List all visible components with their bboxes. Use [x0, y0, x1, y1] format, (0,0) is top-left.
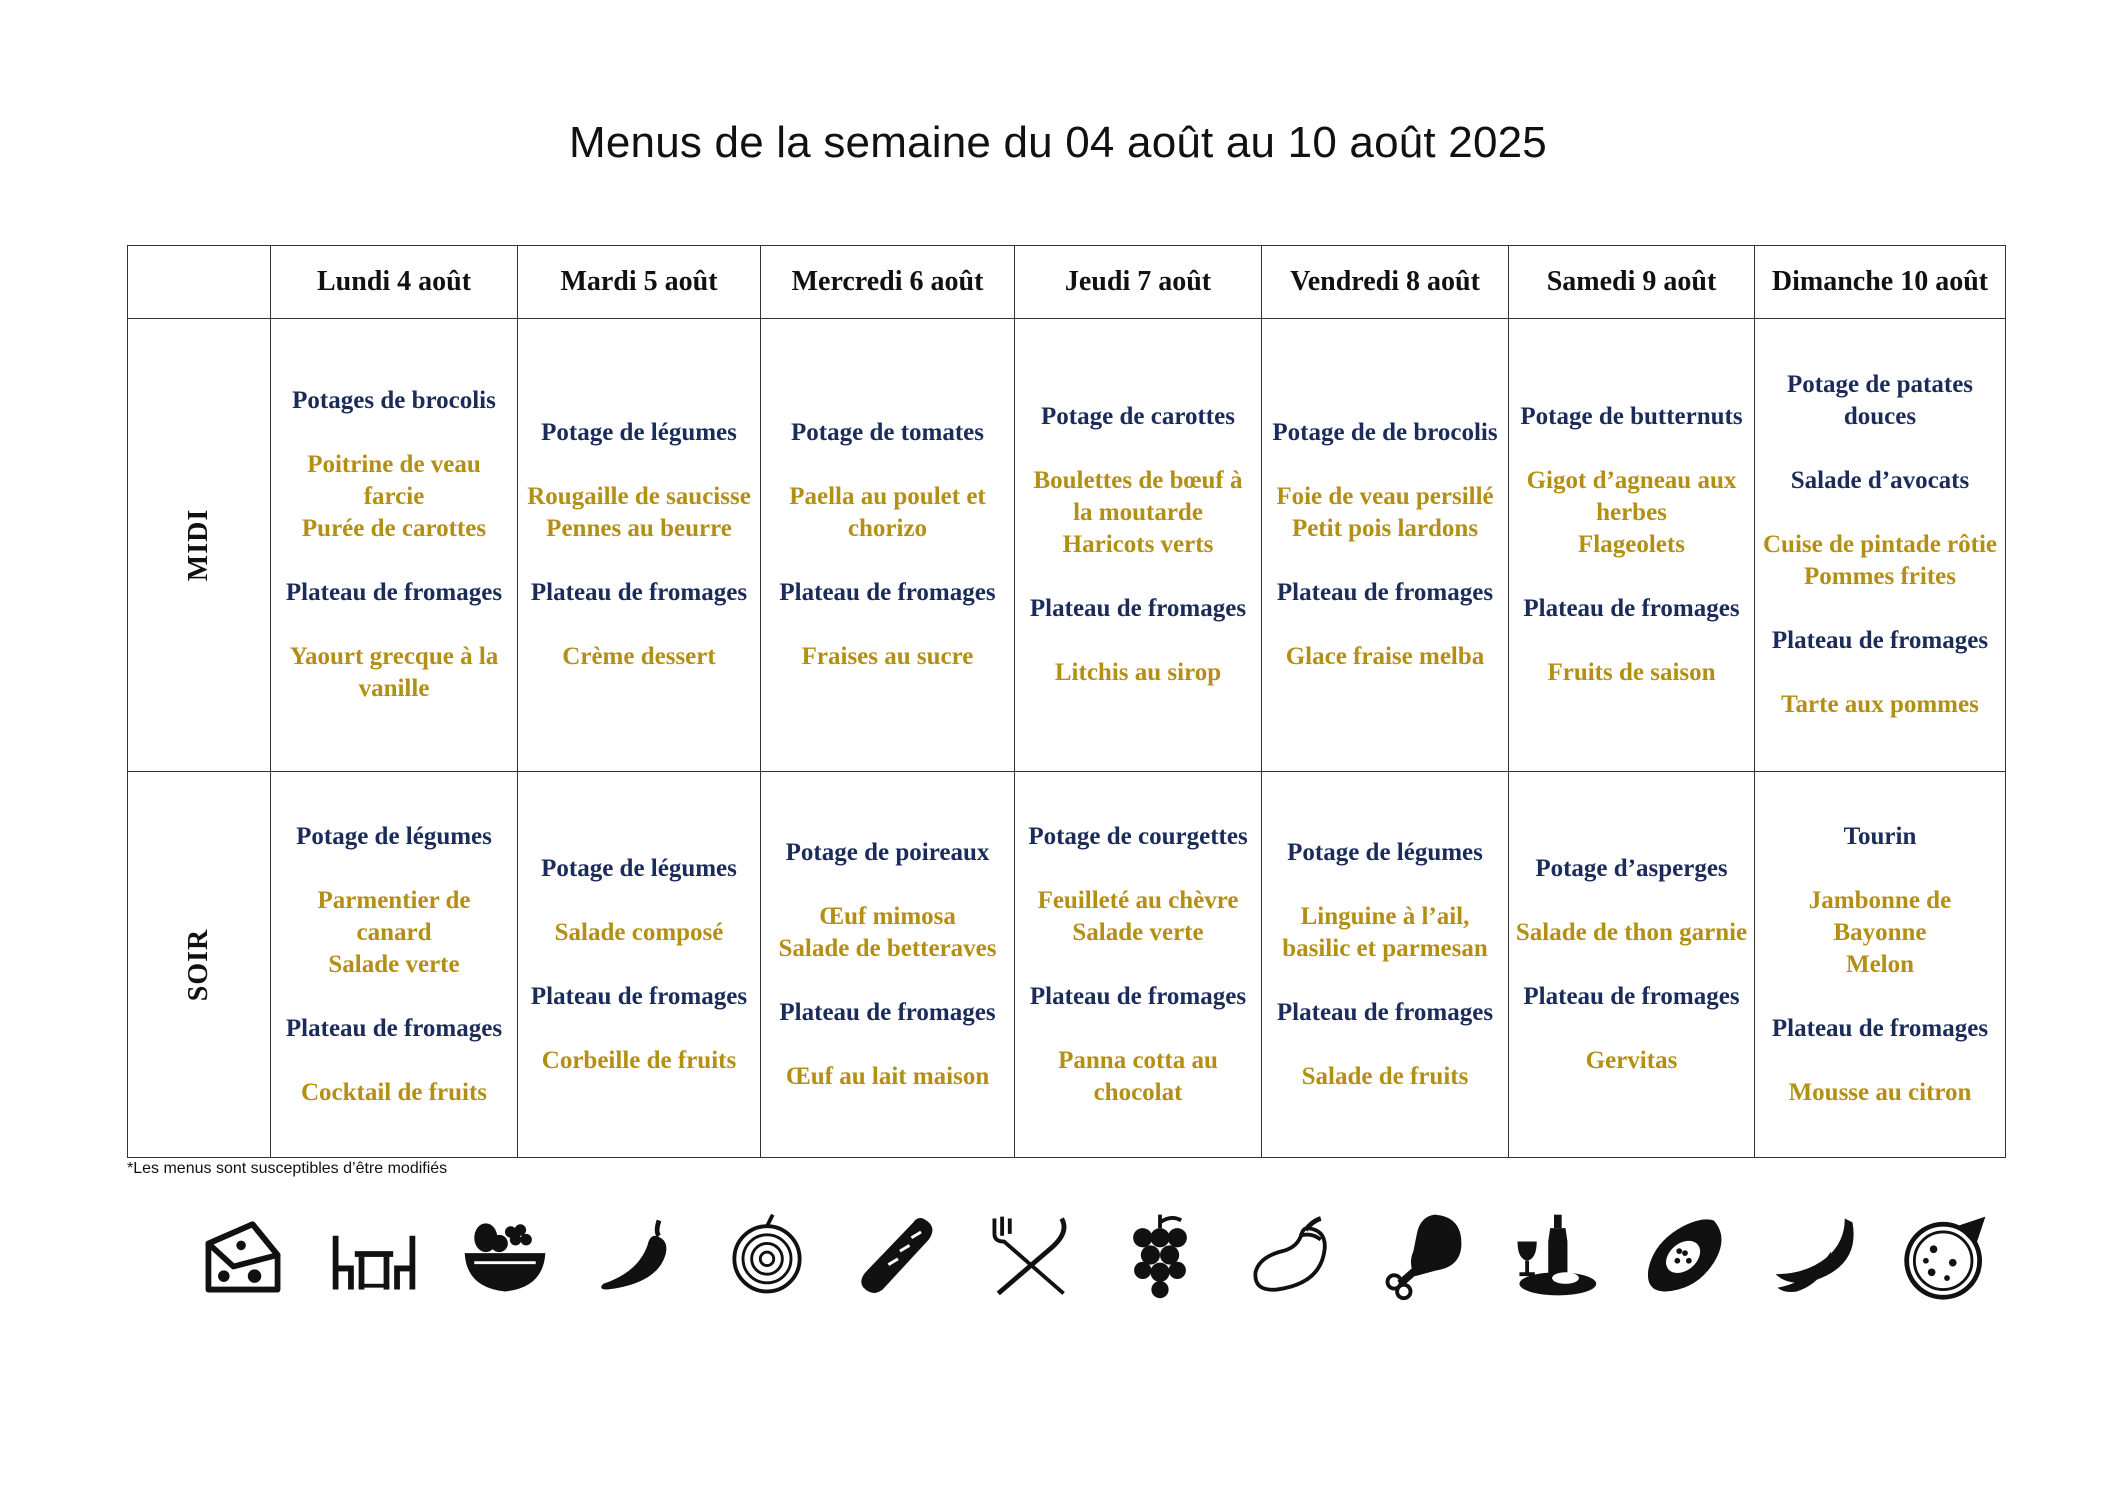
main-course-item	[271, 885, 517, 981]
main-course-item-text: Boulettes de bœuf à la moutarde	[1033, 467, 1243, 526]
cheese-item-text: Plateau de fromages	[1523, 982, 1740, 1010]
main-course-item-text: Salade verte	[328, 950, 460, 978]
dessert-item-text: Fruits de saison	[1547, 659, 1716, 686]
chicken-leg-icon	[1375, 1207, 1471, 1303]
main-course-item-text: Petit pois lardons	[1291, 515, 1479, 542]
weekly-menu-table	[127, 245, 2006, 1158]
main-course-item	[518, 917, 760, 949]
day-header: Mardi 5 août	[518, 246, 761, 319]
cheese-item	[1509, 981, 1754, 1013]
dessert-item	[1509, 657, 1754, 689]
soup-item	[1509, 401, 1754, 433]
soup-item	[1015, 821, 1261, 853]
eggplant-icon	[1244, 1207, 1340, 1303]
cheese-item-text: Plateau de fromages	[285, 579, 503, 606]
soup-item-text: Potage de courgettes	[1028, 822, 1248, 850]
soup-item-text: Tourin	[1843, 822, 1917, 850]
soup-item-text: Potage de légumes	[541, 854, 737, 882]
main-course-item	[761, 901, 1014, 965]
main-course-item-text: Pommes frites	[1803, 563, 1956, 590]
soup-item-text: Potage de butternuts	[1520, 403, 1743, 430]
main-course-item-text: Gigot d’agneau aux herbes	[1526, 467, 1737, 526]
starter-item-text: Salade d’avocats	[1790, 467, 1970, 494]
dessert-item-text: Cocktail de fruits	[300, 1078, 488, 1106]
main-course-item	[761, 481, 1014, 545]
cheese-item-text: Plateau de fromages	[530, 579, 748, 606]
cheese-item	[1262, 997, 1508, 1029]
dessert-item	[271, 641, 517, 705]
dessert-item-text: Crème dessert	[562, 643, 716, 670]
meal-label-soir	[128, 772, 271, 1158]
soup-item-text: Potage de légumes	[296, 822, 492, 850]
main-course-item	[1262, 901, 1508, 965]
main-course-item	[1509, 917, 1754, 949]
main-course-item-text: Parmentier de canard	[317, 886, 471, 946]
cheese-item	[1015, 593, 1261, 625]
main-course-item	[1262, 481, 1508, 545]
menu-cell	[1509, 319, 1755, 772]
main-course-item	[1755, 885, 2005, 981]
main-course-item-text: Salade de thon garnie	[1515, 918, 1748, 946]
dining-table-icon	[326, 1207, 422, 1303]
dessert-item-text: Fraises au sucre	[801, 643, 974, 670]
main-course-item-text: Purée de carottes	[301, 515, 487, 542]
dessert-item	[761, 1061, 1014, 1093]
cheese-icon	[195, 1207, 291, 1303]
cheese-item-text: Plateau de fromages	[1029, 595, 1247, 622]
cheese-item-text: Plateau de fromages	[1276, 579, 1494, 606]
soup-item	[1755, 369, 2005, 433]
menu-cell	[1015, 319, 1262, 772]
soup-item	[518, 853, 760, 885]
wine-meal-icon	[1506, 1207, 1602, 1303]
menu-cell	[518, 772, 761, 1158]
meal-label-midi	[128, 319, 271, 772]
menu-cell	[1262, 772, 1509, 1158]
cheese-item-text: Plateau de fromages	[1771, 627, 1989, 654]
onion-icon	[719, 1207, 815, 1303]
dessert-item-text: Yaourt grecque à la vanille	[289, 643, 499, 702]
soup-item-text: Potage de tomates	[791, 419, 984, 446]
main-course-item-text: Linguine à l’ail, basilic et parmesan	[1282, 902, 1488, 962]
soup-item-text: Potage de carottes	[1041, 403, 1235, 430]
cheese-item-text: Plateau de fromages	[779, 579, 996, 606]
menu-cell	[271, 319, 518, 772]
day-header: Jeudi 7 août	[1015, 246, 1262, 319]
main-course-item	[1015, 885, 1261, 949]
pizza-icon	[1899, 1207, 1995, 1303]
cheese-item	[761, 997, 1014, 1029]
main-course-item-text: Paella au poulet et chorizo	[789, 483, 986, 542]
cheese-item	[271, 1013, 517, 1045]
main-course-item-text: Rougaille de saucisse	[527, 483, 751, 510]
cheese-item-text: Plateau de fromages	[779, 998, 996, 1026]
main-course-item-text: Poitrine de veau farcie	[307, 451, 481, 510]
banana-icon	[1768, 1207, 1864, 1303]
dessert-item-text: Œuf au lait maison	[785, 1062, 990, 1090]
menu-cell	[518, 319, 761, 772]
dessert-item-text: Mousse au citron	[1788, 1078, 1972, 1106]
main-course-item	[271, 449, 517, 545]
dessert-item	[1262, 1061, 1508, 1093]
dessert-item-text: Glace fraise melba	[1285, 643, 1485, 670]
cheese-item	[761, 577, 1014, 609]
menu-cell	[1262, 319, 1509, 772]
main-course-item-text: Cuise de pintade rôtie	[1762, 531, 1998, 558]
menu-cell	[1755, 772, 2006, 1158]
grapes-icon	[1112, 1207, 1208, 1303]
main-course-item-text: Flageolets	[1578, 531, 1685, 558]
dessert-item	[1262, 641, 1508, 673]
cheese-item	[1755, 625, 2005, 657]
fruit-bowl-icon	[457, 1207, 553, 1303]
soup-item	[1262, 837, 1508, 869]
cheese-item	[518, 577, 760, 609]
soup-item-text: Potage d’asperges	[1535, 854, 1728, 882]
cheese-item-text: Plateau de fromages	[1523, 595, 1740, 622]
meal-label-text: MIDI	[182, 508, 214, 582]
soup-item	[1755, 821, 2005, 853]
day-header: Mercredi 6 août	[761, 246, 1015, 319]
cheese-item-text: Plateau de fromages	[530, 982, 748, 1010]
corner-cell	[128, 246, 271, 319]
dessert-item	[518, 641, 760, 673]
day-header: Dimanche 10 août	[1755, 246, 2006, 319]
soir-row	[128, 772, 2006, 1158]
soup-item	[271, 385, 517, 417]
cheese-item-text: Plateau de fromages	[285, 1014, 503, 1042]
dessert-item	[761, 641, 1014, 673]
main-course-item-text: Feuilleté au chèvre	[1037, 886, 1239, 914]
soup-item	[1015, 401, 1261, 433]
menu-cell	[271, 772, 518, 1158]
soup-item	[761, 417, 1014, 449]
dessert-item-text: Tarte aux pommes	[1781, 691, 1979, 718]
main-course-item	[518, 481, 760, 545]
soup-item-text: Potage de patates douces	[1786, 371, 1974, 430]
baguette-icon	[850, 1207, 946, 1303]
fork-knife-icon	[981, 1207, 1077, 1303]
soup-item	[1262, 417, 1508, 449]
soup-item	[271, 821, 517, 853]
dessert-item-text: Salade de fruits	[1301, 1062, 1469, 1090]
main-course-item-text: Pennes au beurre	[546, 515, 732, 542]
soup-item-text: Potage de légumes	[1287, 838, 1483, 866]
starter-item	[1755, 465, 2005, 497]
page-title: Menus de la semaine du 04 août au 10 août 2025	[569, 118, 1547, 167]
dessert-item	[1509, 1045, 1754, 1077]
menu-cell	[1755, 319, 2006, 772]
menu-cell	[761, 319, 1015, 772]
dessert-item	[518, 1045, 760, 1077]
main-course-item	[1509, 465, 1754, 561]
footnote: *Les menus sont susceptibles d’être modifiés	[127, 1160, 448, 1177]
main-course-item-text: Salade verte	[1072, 918, 1204, 946]
main-course-item-text: Œuf mimosa	[819, 902, 956, 930]
cheese-item	[271, 577, 517, 609]
dessert-item	[1755, 1077, 2005, 1109]
main-course-item	[1015, 465, 1261, 561]
dessert-item	[271, 1077, 517, 1109]
dessert-item	[1015, 657, 1261, 689]
soup-item	[761, 837, 1014, 869]
main-course-item-text: Salade de betteraves	[778, 934, 997, 962]
cheese-item-text: Plateau de fromages	[1771, 1014, 1989, 1042]
cheese-item-text: Plateau de fromages	[1276, 998, 1494, 1026]
day-header: Lundi 4 août	[271, 246, 518, 319]
main-course-item-text: Jambonne de Bayonne	[1808, 886, 1952, 946]
day-header: Samedi 9 août	[1509, 246, 1755, 319]
cheese-item	[1015, 981, 1261, 1013]
main-course-item-text: Salade composé	[554, 918, 724, 946]
soup-item	[1509, 853, 1754, 885]
dessert-item	[1755, 689, 2005, 721]
food-icons-row	[195, 1205, 1995, 1305]
cheese-item-text: Plateau de fromages	[1029, 982, 1247, 1010]
main-course-item-text: Melon	[1845, 950, 1915, 978]
soup-item-text: Potage de de brocolis	[1272, 419, 1498, 446]
menu-cell	[1015, 772, 1262, 1158]
dessert-item-text: Panna cotta au chocolat	[1058, 1046, 1218, 1106]
dessert-item-text: Gervitas	[1585, 1046, 1678, 1074]
soup-item	[518, 417, 760, 449]
cheese-item	[1755, 1013, 2005, 1045]
day-header: Vendredi 8 août	[1262, 246, 1509, 319]
dessert-item-text: Litchis au sirop	[1054, 659, 1222, 686]
papaya-icon	[1637, 1207, 1733, 1303]
main-course-item-text: Foie de veau persillé	[1276, 483, 1494, 510]
main-course-item-text: Haricots verts	[1062, 531, 1214, 558]
soup-item-text: Potages de brocolis	[292, 387, 496, 414]
main-course-item	[1755, 529, 2005, 593]
cheese-item	[1509, 593, 1754, 625]
dessert-item	[1015, 1045, 1261, 1109]
menu-cell	[1509, 772, 1755, 1158]
cheese-item	[518, 981, 760, 1013]
dessert-item-text: Corbeille de fruits	[541, 1046, 737, 1074]
meal-label-text: SOIR	[183, 928, 214, 1001]
soup-item-text: Potage de poireaux	[785, 838, 990, 866]
soup-item-text: Potage de légumes	[541, 419, 737, 446]
midi-row	[128, 319, 2006, 772]
cheese-item	[1262, 577, 1508, 609]
menu-cell	[761, 772, 1015, 1158]
chili-pepper-icon	[588, 1207, 684, 1303]
